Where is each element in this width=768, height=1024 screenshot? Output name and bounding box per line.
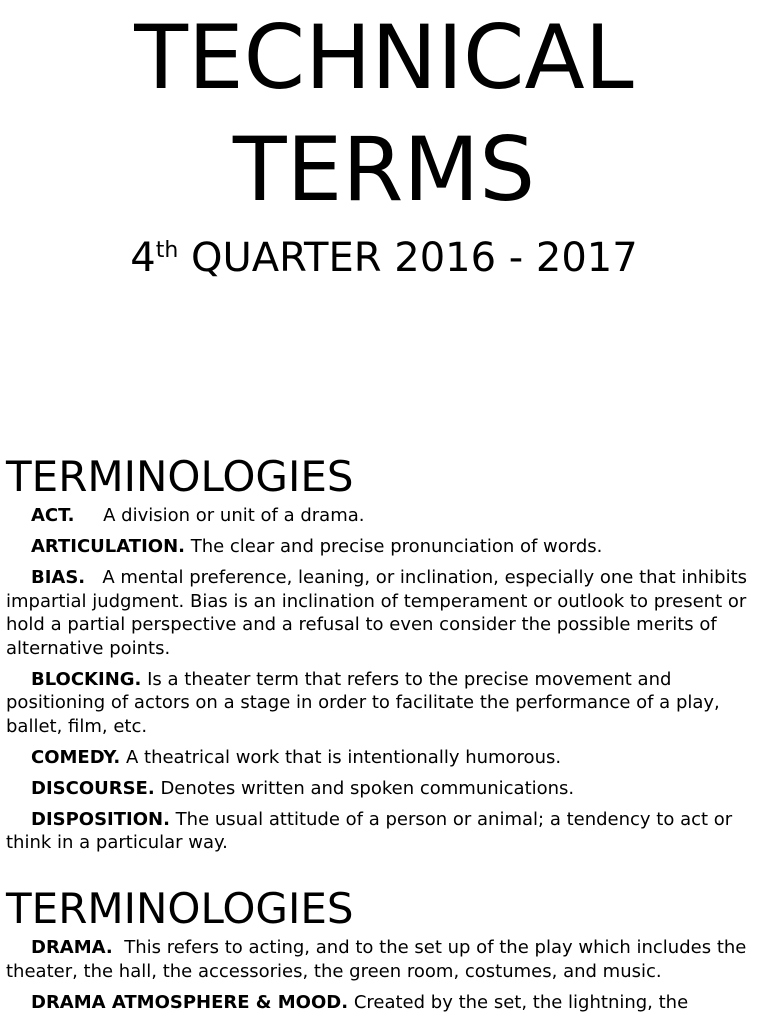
term-gap (85, 567, 102, 588)
section-heading: TERMINOLOGIES (6, 452, 354, 501)
quarter-subtitle (0, 236, 768, 280)
term-definition: A division or unit of a drama. (103, 505, 365, 526)
term-entry-drama-atmosphere-mood (6, 991, 762, 1015)
term-definition: Created by the set, the lightning, the (353, 991, 689, 1013)
term-definition: A theatrical work that is intentionally humorous. (125, 746, 562, 768)
term-list (6, 936, 762, 1014)
term-name: DISCOURSE. (31, 777, 155, 799)
term-definition: Is a theater term that refers to the precise movement and positioning of actors on a stage in order to facilitate the performance of a play, ballet, film, etc. (6, 668, 720, 737)
term-definition: The clear and precise pronunciation of words. (190, 536, 603, 557)
terminology-section-1 (6, 452, 762, 862)
title-slide (0, 0, 768, 440)
term-entry-comedy (6, 746, 762, 770)
term-entry-articulation (6, 535, 762, 559)
term-name: ACT. (31, 505, 75, 526)
section-heading: TERMINOLOGIES (6, 884, 354, 933)
term-name: BLOCKING. (31, 668, 142, 690)
term-name: BIAS. (31, 567, 86, 588)
term-definition: A mental preference, leaning, or inclination, especially one that inhibits impartial judgment. Bias is an inclination of temperament or outlook to present or hold a partial perspective and a refusal to even consider the possible merits of alternative points. (6, 567, 748, 659)
quarter-number: 4 (130, 235, 156, 281)
term-entry-act (6, 504, 762, 528)
term-gap (113, 937, 124, 958)
title-line-2: TERMS (232, 118, 536, 221)
term-entry-disposition (6, 808, 762, 855)
terminology-section-2 (6, 884, 762, 1022)
quarter-text: QUARTER 2016 - 2017 (178, 235, 638, 281)
term-definition: This refers to acting, and to the set up of the play which includes the theater, the hall, the accessories, the green room, costumes, and music. (6, 937, 747, 982)
term-definition: The usual attitude of a person or animal; a tendency to act or think in a particular way. (6, 808, 733, 853)
term-entry-drama (6, 936, 762, 983)
term-entry-discourse (6, 777, 762, 801)
term-name: COMEDY. (31, 746, 121, 768)
term-name: DISPOSITION. (31, 808, 170, 830)
term-entry-bias (6, 566, 762, 660)
term-name: DRAMA ATMOSPHERE & MOOD. (31, 991, 349, 1013)
term-list (6, 504, 762, 855)
term-name: DRAMA. (31, 937, 113, 958)
quarter-ordinal-suffix: th (155, 238, 179, 263)
title-line-1: TECHNICAL (134, 6, 634, 109)
term-definition: Denotes written and spoken communications. (160, 777, 575, 799)
term-name: ARTICULATION. (31, 536, 185, 557)
term-entry-blocking (6, 668, 762, 739)
term-gap (75, 505, 104, 526)
